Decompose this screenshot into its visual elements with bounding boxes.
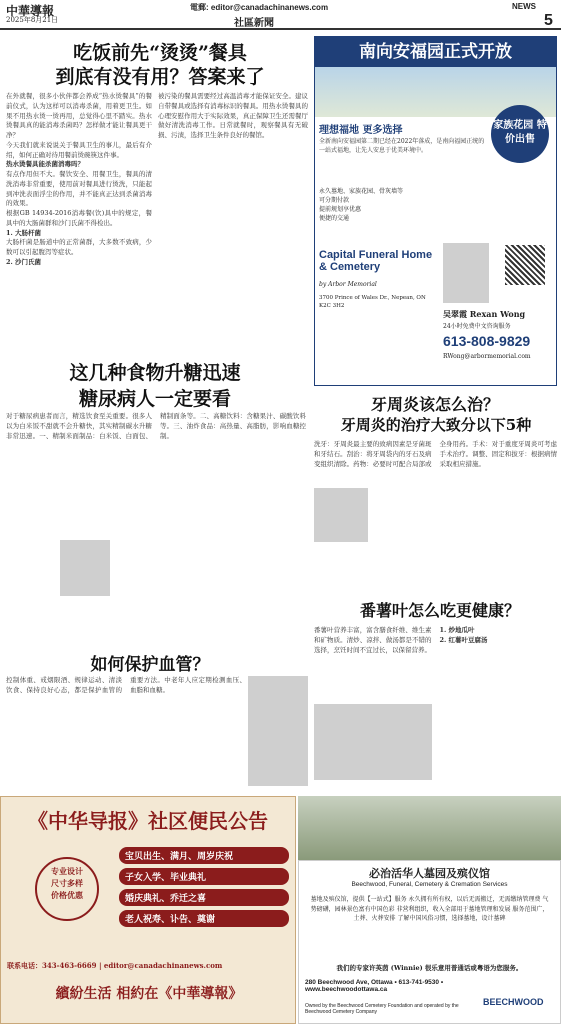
- article4-text: 番薯叶营养丰富，富含膳食纤维、维生素和矿物质。清炒、凉拌、做汤都是不错的选择，烹饪时间不宜过长，以保留营养。: [314, 626, 432, 654]
- ad-top-body: 全新南向安福园第二期已经在2022年落成，是南向福园正统的一站式福地，让先人安息于优美环境中。: [319, 138, 485, 154]
- article3-image: [314, 488, 368, 542]
- article2-title-line1: 这几种食物升糖迅速: [69, 362, 241, 384]
- ad-top-list: [319, 187, 487, 223]
- article1-title-line1: 吃饭前先“烫烫”餐具: [73, 42, 247, 64]
- ad-top-item: 可分期付款: [319, 197, 350, 204]
- contact-photo: [443, 243, 489, 303]
- banner-item-list: [119, 843, 289, 931]
- news-label: NEWS: [512, 2, 536, 11]
- article4-title: 番薯叶怎么吃更健康？: [359, 601, 520, 620]
- ad-top-item: 永久墓地、家族花园、骨灰墙等: [319, 188, 404, 195]
- ad-top-contact-note: 24小时免费中文咨询服务: [443, 323, 511, 330]
- article3-body: 洗牙：牙周炎最主要的致病因素是牙菌斑和牙结石。刮治：将牙周袋内的牙石及病变组织清除。药物：必要时可配合局部或全身用药。手术：对于重度牙周炎可考虑手术治疗。调整、固定和拔牙：根据病情采取相应措施。: [314, 440, 557, 468]
- masthead: [0, 0, 561, 30]
- masthead-email: 電郵: editor@canadachinanews.com: [190, 3, 329, 12]
- article1-para4: 根据GB 14934-2016消毒餐(饮)具中的规定，餐具中的大肠菌群和沙门氏菌不得检出。: [6, 209, 152, 227]
- issue-date: 2025年8月21日: [6, 16, 59, 24]
- ad-top-phone: 613-808-9829: [443, 333, 531, 349]
- ad-top-tagline: 理想福地 更多选择: [319, 125, 403, 136]
- article1-right-column: 被污染的餐具需要经过高温消毒才能保证安全。建议自带餐具或选择有消毒标识的餐具。用热水烫餐具的心理安慰作用大于实际效果，真正保障卫生还需餐厅做好清洗消毒工作。日常就餐时，观察餐具有无破损、污渍，选择卫生条件良好的餐馆。: [158, 92, 308, 139]
- article4-image: [314, 704, 432, 780]
- article1-para2: 今天我们就来说说关于餐具卫生的事儿，最后有介绍，如何正确对待用餐前烫碗筷这件事。: [6, 140, 152, 159]
- banner-contact: 联系电话：343-463-6669 | editor@canadachinanews.com: [7, 961, 223, 970]
- article3-title-line1: 牙周炎该怎么治？: [370, 395, 499, 414]
- banner-item: 宝贝出生、满月、周岁庆祝: [119, 847, 289, 864]
- banner-slogan: 繽紛生活 相約在《中華導報》: [55, 986, 243, 1002]
- ad-top-badge: 家族花园 特价出售: [491, 105, 549, 163]
- article1-sub1: 热水烫餐具能杀菌消毒吗？: [6, 160, 84, 169]
- article1-sub2: 1. 大肠杆菌: [6, 228, 42, 237]
- banner-service: 价格优惠: [51, 890, 83, 900]
- article2-image: [60, 540, 110, 596]
- ad-top-address: 3700 Prince of Wales Dr., Nepean, ON K2C 3H2: [319, 295, 426, 309]
- article1-left-column: [6, 92, 152, 352]
- article4-sub2: 2. 红薯叶豆腐汤: [439, 635, 488, 644]
- ad-top-item: 便捷的交通: [319, 215, 350, 222]
- beechwood-body: 墓地及殡仪馆，提供【一站式】服务 永久拥有所有权，以后无需搬迁，无需缴纳管理费 气势磅礴，园林景色富有中国色彩 非营利组织，收入全部用于墓地管理和发展 服务范围广，土葬、火葬安排 了解中国风俗习惯，选择墓地，设计墓碑: [310, 896, 549, 923]
- article5-title: 如何保护血管？: [90, 655, 210, 675]
- banner-service: 尺寸多样: [51, 878, 83, 888]
- ad-top-brand-sub: by Arbor Memorial: [319, 281, 377, 288]
- community-notice-banner: [0, 796, 296, 1024]
- article3-title-line2: 牙周炎的治疗大致分以下5种: [340, 416, 532, 434]
- banner-item: 婚庆典礼、乔迁之喜: [119, 889, 289, 906]
- qr-code-icon: [505, 245, 545, 285]
- article1-para3: 有点作用但不大。餐饮安全、用餐卫生，餐具的清洗消毒非常重要，使用前对餐具进行烫洗，只能起到冲洗表面浮尘的作用，并不能真正达到杀菌消毒的效果。: [6, 170, 152, 208]
- beechwood-footer: Owned by the Beechwood Cemetery Foundation and operated by the Beechwood Cemetery Company: [305, 1003, 459, 1015]
- article1-sub3: 2. 沙门氏菌: [6, 257, 42, 266]
- section-title: 社區新聞: [234, 18, 274, 29]
- banner-title: 《中华导报》社区便民公告: [28, 809, 268, 833]
- article2-title-line2: 糖尿病人一定要看: [78, 388, 231, 410]
- article1-title-line2: 到底有没有用？答案来了: [55, 66, 265, 88]
- article2-body: 对于糖尿病患者而言，精选饮食至关重要。很多人以为白米饭不甜就不会升糖快，其实精制碳水升糖非常迅速。一、精制米面制品：白米饭、白面包、精制面条等。二、高糖饮料：含糖果汁、碳酸饮料等。三、油炸食品：高热量、高脂肪，影响血糖控制。: [6, 412, 306, 440]
- ad-top-brand: Capital Funeral Home & Cemetery: [319, 249, 433, 273]
- ad-top-item: 提前规划享优惠: [319, 206, 362, 213]
- article5-image: [248, 676, 308, 786]
- beechwood-address: 280 Beechwood Ave, Ottawa • 613-741-9530 • www.beechwoodottawa.ca: [305, 979, 444, 993]
- article1-para5: 大肠杆菌是肠道中的正常菌群，大多数不致病，少数可以引起腹泻等症状。: [6, 238, 152, 256]
- beechwood-title: 必治活华人墓园及殡仪馆: [369, 867, 490, 880]
- cemetery-ad-top: [314, 36, 557, 386]
- ad-top-heading: 南向安福园正式开放: [315, 37, 556, 67]
- beechwood-cta: 我们的专家许英茵 (Winnie) 很乐意用普通话或粤语为您服务。: [336, 964, 523, 972]
- article4-sub1: 1. 炒地瓜叶: [439, 626, 475, 634]
- banner-item: 子女入学、毕业典礼: [119, 868, 289, 885]
- ad-top-contact-name: 吴翠霞 Rexan Wong: [443, 309, 526, 319]
- beechwood-logo: BEECHWOOD: [483, 997, 544, 1007]
- banner-service: 专业设计: [51, 866, 83, 876]
- cemetery-photo: [298, 796, 561, 860]
- page-number: 5: [544, 12, 553, 29]
- banner-services-circle: [35, 857, 99, 921]
- newspaper-logo: 中華導報: [6, 4, 55, 18]
- ad-top-email: RWong@arbormemorial.com: [443, 353, 531, 360]
- beechwood-subtitle: Beechwood, Funeral, Cemetery & Cremation Services: [351, 881, 508, 888]
- beechwood-ad: [298, 860, 561, 1024]
- banner-item: 老人祝寿、讣告、奠谢: [119, 910, 289, 927]
- article1-para1: 在外就餐，很多小伙伴都会养成“热水烫餐具”的餐前仪式，认为这样可以消毒杀菌，用着更卫生。如果不用热水烫一烫再用，总觉得心里不踏实。热水烫餐具真的能消毒杀菌吗？怎样做才能让餐具更干净？: [6, 92, 152, 139]
- article5-body: 控制体重、戒烟限酒、规律运动、清淡饮食、保持良好心态，都是保护血管的重要方法。中老年人应定期检测血压、血脂和血糖。: [6, 676, 246, 694]
